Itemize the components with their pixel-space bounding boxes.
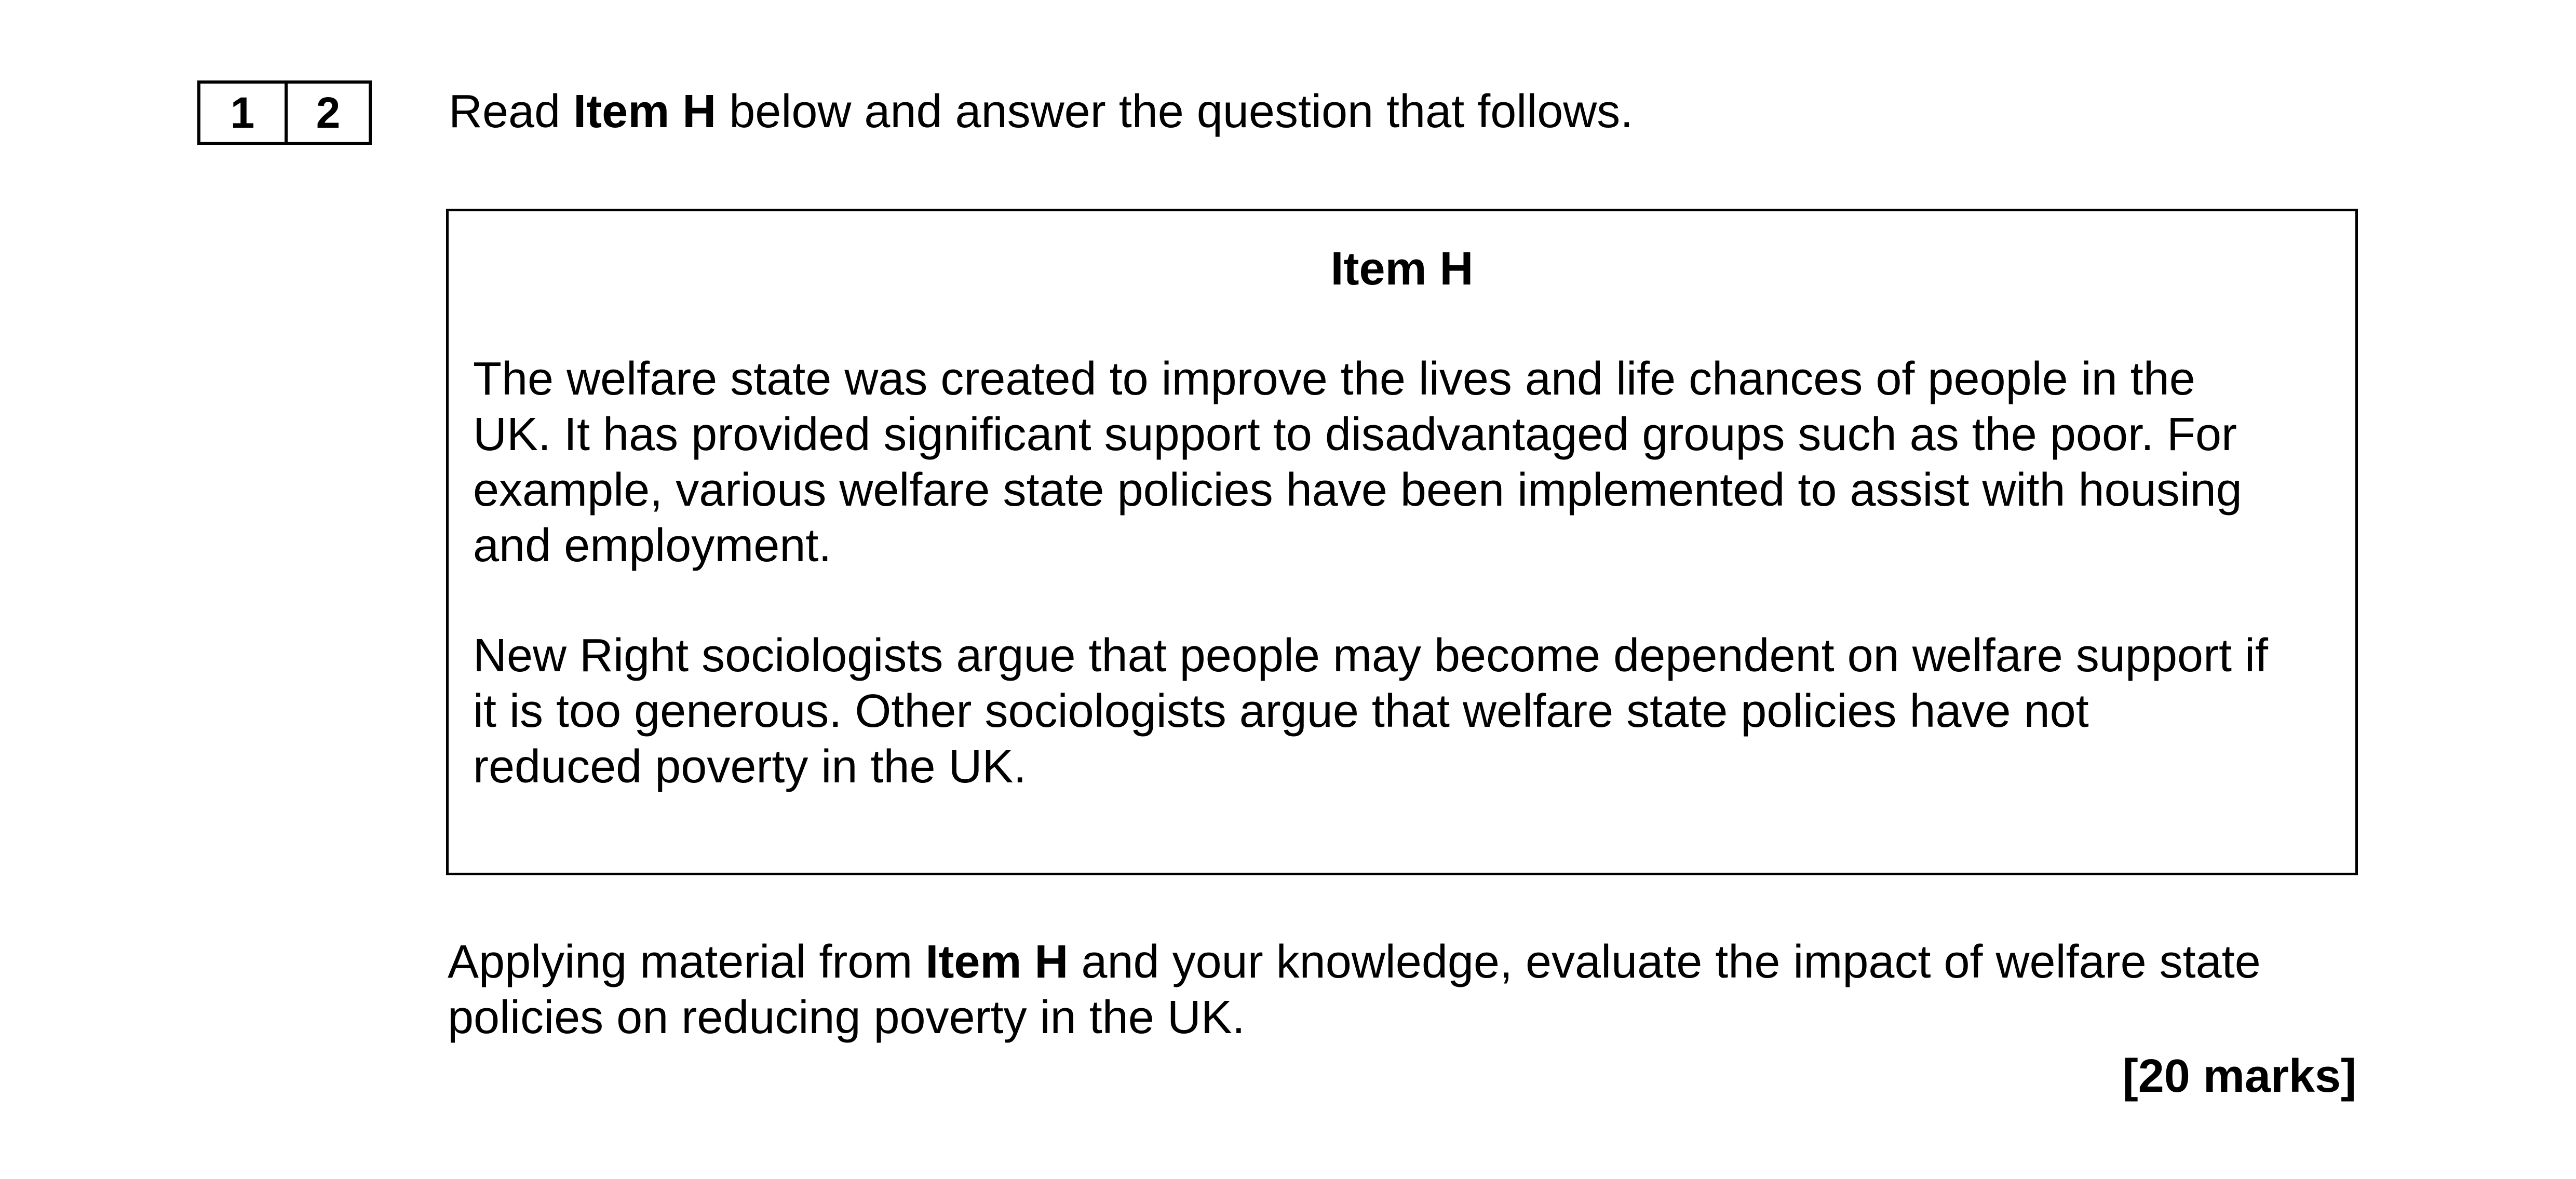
item-paragraph-line: example, various welfare state policies have been implemented to assist with housing bbox=[473, 464, 2242, 516]
item-paragraph-2 bbox=[473, 628, 2342, 795]
question-line-2: policies on reducing poverty in the UK. bbox=[448, 992, 1245, 1044]
question-item-reference: Item H bbox=[925, 936, 1069, 988]
item-paragraph-line: it is too generous. Other sociologists argue that welfare state policies have not bbox=[473, 685, 2089, 737]
item-h-box bbox=[446, 209, 2358, 875]
question-number-digit-1: 1 bbox=[230, 88, 255, 137]
question-number-digit-2: 2 bbox=[285, 84, 369, 142]
question-intro bbox=[449, 83, 1633, 140]
item-paragraph-line: reduced poverty in the UK. bbox=[473, 741, 1027, 793]
question-text-before: Applying material from bbox=[448, 936, 926, 988]
question-text bbox=[448, 934, 2261, 1046]
item-paragraph-line: and employment. bbox=[473, 520, 832, 572]
item-paragraph-line: New Right sociologists argue that people may become dependent on welfare support if bbox=[473, 630, 2269, 682]
question-number-box bbox=[197, 80, 372, 145]
intro-text-before: Read bbox=[449, 86, 574, 138]
marks-label: [20 marks] bbox=[2122, 1050, 2356, 1102]
intro-item-reference: Item H bbox=[573, 86, 717, 138]
item-paragraph-line: The welfare state was created to improve the lives and life chances of people in the bbox=[473, 353, 2195, 405]
question-line-1 bbox=[448, 934, 2261, 990]
intro-text-after: below and answer the question that follows. bbox=[716, 86, 1634, 138]
item-paragraph-line: UK. It has provided significant support to disadvantaged groups such as the poor. For bbox=[473, 409, 2237, 460]
item-paragraph-1 bbox=[473, 351, 2342, 574]
item-title: Item H bbox=[1330, 243, 1474, 295]
question-text-after: and your knowledge, evaluate the impact of welfare state bbox=[1068, 936, 2261, 988]
